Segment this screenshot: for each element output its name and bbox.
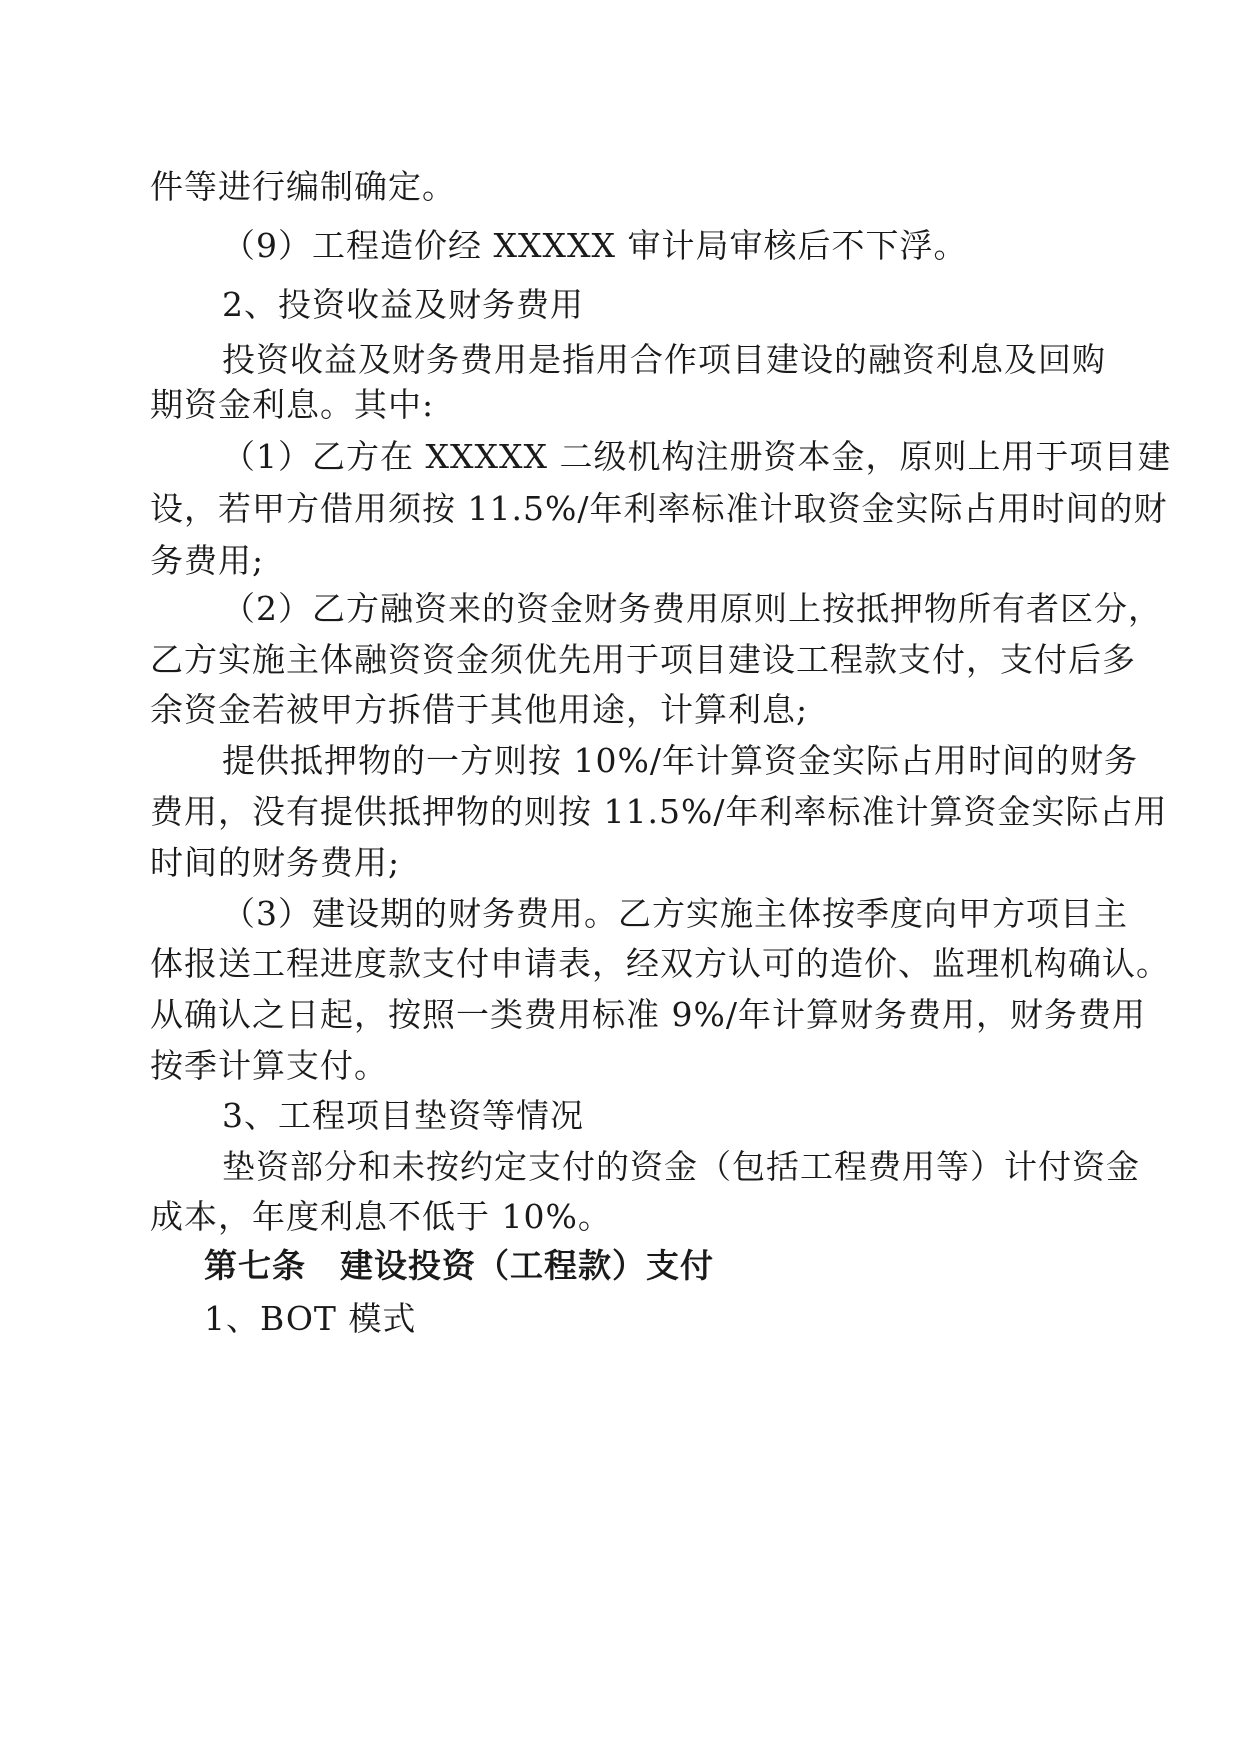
text-line: 乙方实施主体融资资金须优先用于项目建设工程款支付，支付后多 — [150, 640, 1136, 679]
text-line: （2）乙方融资来的资金财务费用原则上按抵押物所有者区分， — [222, 589, 1162, 628]
text-line: （9）工程造价经 XXXXX 审计局审核后不下浮。 — [222, 226, 968, 265]
text-line: 设，若甲方借用须按 11.5%/年利率标准计取资金实际占用时间的财 — [150, 489, 1168, 528]
text-line: 垫资部分和未按约定支付的资金（包括工程费用等）计付资金 — [222, 1147, 1140, 1186]
section-heading: 1、BOT 模式 — [204, 1299, 417, 1338]
text-line: 余资金若被甲方拆借于其他用途，计算利息; — [150, 690, 809, 729]
section-heading: 2、投资收益及财务费用 — [222, 285, 584, 324]
text-line: 投资收益及财务费用是指用合作项目建设的融资利息及回购 — [222, 340, 1106, 379]
text-line: 提供抵押物的一方则按 10%/年计算资金实际占用时间的财务 — [222, 741, 1138, 780]
text-line: （3）建设期的财务费用。乙方实施主体按季度向甲方项目主 — [222, 894, 1128, 933]
article-heading: 第七条 建设投资（工程款）支付 — [204, 1246, 714, 1285]
text-line: 体报送工程进度款支付申请表，经双方认可的造价、监理机构确认。 — [150, 944, 1170, 983]
text-line: 期资金利息。其中: — [150, 385, 435, 424]
text-line: 费用，没有提供抵押物的则按 11.5%/年利率标准计算资金实际占用 — [150, 792, 1168, 831]
text-line: （1）乙方在 XXXXX 二级机构注册资本金，原则上用于项目建 — [222, 437, 1172, 476]
text-line: 从确认之日起，按照一类费用标准 9%/年计算财务费用，财务费用 — [150, 995, 1146, 1034]
text-line: 按季计算支付。 — [150, 1046, 388, 1085]
section-heading: 3、工程项目垫资等情况 — [222, 1096, 584, 1135]
text-line: 务费用; — [150, 541, 265, 580]
text-line: 时间的财务费用; — [150, 843, 401, 882]
text-line: 成本，年度利息不低于 10%。 — [150, 1197, 612, 1236]
text-line: 件等进行编制确定。 — [150, 167, 456, 206]
